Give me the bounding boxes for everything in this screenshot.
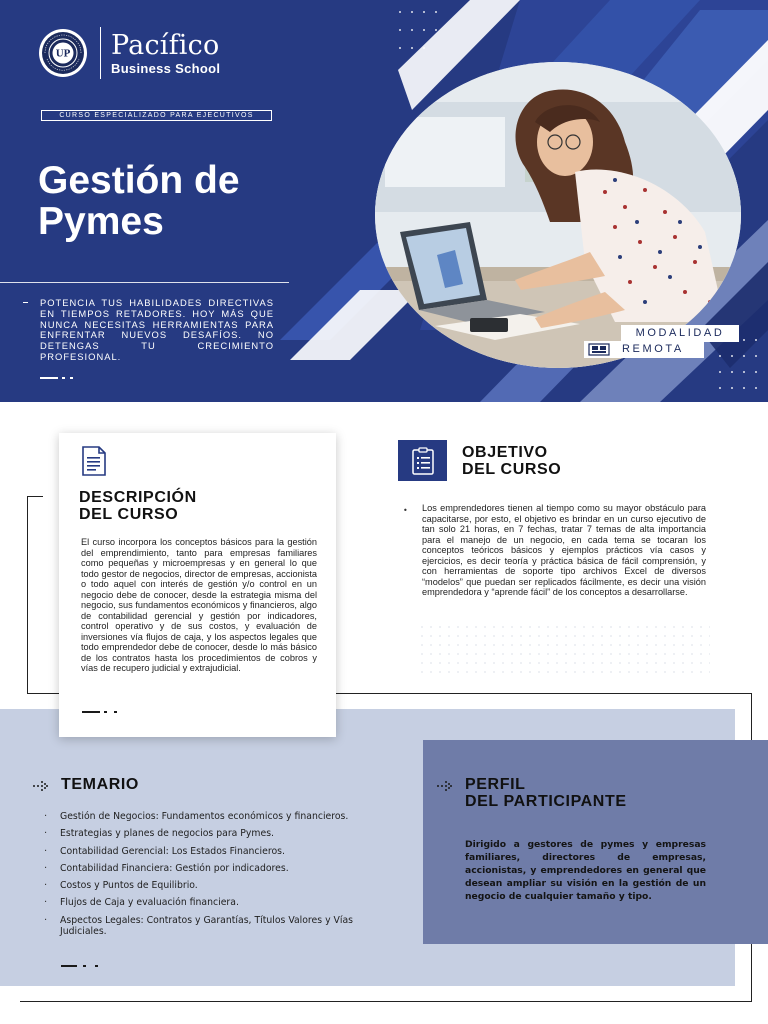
objetivo-heading — [462, 444, 662, 478]
list-item: · Aspectos Legales: Contratos y Garantías, Títulos Valores y Vías Judiciales. — [44, 915, 384, 937]
descripcion-card — [59, 433, 336, 737]
brand-logo[interactable] — [38, 27, 220, 79]
modalidad-label: MODALIDAD — [621, 325, 739, 342]
hero-photo — [375, 62, 741, 368]
objetivo-heading-line1: OBJETIVO — [462, 444, 548, 461]
university-seal-icon — [38, 28, 88, 78]
remota-label — [584, 341, 704, 358]
header-lead-text: POTENCIA TUS HABILIDADES DIRECTIVAS EN TIEMPOS RETADORES. HOY MÁS QUE NUNCA NECESITAS HERRAMIENTAS PARA ENFRENTAR NUEVOS DESAFÍOS. NO DETENGAS TU CRECIMIENTO PROFESIONAL. — [40, 297, 274, 362]
video-call-icon — [588, 343, 610, 356]
list-item: · Contabilidad Financiera: Gestión por indicadores. — [44, 863, 384, 874]
descripcion-heading-line2: DEL CURSO — [79, 506, 179, 523]
list-item: · Gestión de Negocios: Fundamentos económicos y financieros. — [44, 811, 384, 822]
dotted-arrow-icon — [32, 779, 50, 793]
course-title-line2: Pymes — [38, 200, 164, 243]
logo-divider — [100, 27, 101, 79]
perfil-heading-line2: DEL PARTICIPANTE — [465, 793, 627, 810]
descripcion-heading-line1: DESCRIPCIÓN — [79, 489, 197, 506]
frame-line — [27, 496, 28, 694]
woman-laptop-illustration — [375, 62, 741, 368]
objetivo-icon-box — [398, 440, 447, 481]
dot-pattern — [420, 625, 710, 675]
objetivo-heading-line2: DEL CURSO — [462, 461, 562, 478]
dotted-arrow-icon — [436, 779, 454, 793]
header-dash-mark — [40, 376, 80, 380]
brand-name: Pacífico — [111, 29, 220, 61]
checklist-icon — [411, 447, 435, 475]
brand-subtitle: Business School — [111, 60, 221, 76]
list-item: · Estrategias y planes de negocios para Pymes. — [44, 828, 384, 839]
list-item: · Flujos de Caja y evaluación financiera. — [44, 897, 384, 908]
modalidad-badge — [584, 325, 741, 357]
course-title-line1: Gestión de — [38, 159, 240, 202]
list-item: · Costos y Puntos de Equilibrio. — [44, 880, 384, 891]
perfil-heading-line1: PERFIL — [465, 776, 526, 793]
temario-heading: TEMARIO — [61, 776, 139, 793]
objetivo-text: Los emprendedores tienen al tiempo como su mayor obstáculo para capacitarse, por esto, el objetivo es brindar en un curso ejecutivo de tan solo 21 horas, en 7 fechas, tratar 7 temas de alta importancia para el manejo de un negocio, en cada tema se tocaran los conceptos teóricos básicos y ejemplos prácticos vía casos y ejercicios, es decir teoría y práctica básica de fácil comprensión, y con herramientas de soporte tipo archivos Excel de diversos “modelos” que puedan ser replicados fácilmente, es decir una visión emprendedora y “aprende fácil” de los conceptos a desarrollarse. — [422, 503, 706, 597]
header-banner — [0, 0, 768, 402]
perfil-text: Dirigido a gestores de pymes y empresas familiares, directores de empresas, accionistas, y emprendedores en general que desean ampliar su visión en la gestión de un negocio de cualquier tamaño y tipo. — [465, 839, 706, 902]
svg-text:UP: UP — [55, 49, 71, 60]
header-rule — [0, 282, 289, 283]
frame-line — [20, 1001, 752, 1002]
course-title — [38, 160, 338, 242]
frame-line — [27, 496, 43, 497]
descripcion-dash-mark — [82, 710, 122, 714]
objetivo-bullet: • — [403, 506, 408, 515]
descripcion-heading — [79, 489, 319, 523]
temario-dash-mark — [61, 964, 101, 968]
course-kicker: CURSO ESPECIALIZADO PARA EJECUTIVOS — [41, 110, 272, 121]
document-icon — [80, 446, 108, 476]
temario-list — [44, 811, 384, 943]
lead-bullet — [23, 302, 28, 303]
perfil-heading — [465, 776, 715, 810]
descripcion-text: El curso incorpora los conceptos básicos para la gestión del emprendimiento, tanto para empresas familiares como pequeñas y microempresas y en general lo que todo gestor de negocios, director de empresas, accionista o todo aquel con interés de gestión y/o control en un negocio debe de conocer, desde la estrategia misma del negocio, sus fundamentos económicos y financieros, algo de contabilidad gerencial y gestión por indicadores, control operativo y de sus costos, y evaluación de inversiones vía flujos de caja, y los aspectos legales que todo emprendedor debe de conocer, desde lo más básico de los contratos hasta los procedimientos de cobros y vías de recupero judicial y extrajudicial. — [81, 537, 317, 673]
list-item: · Contabilidad Gerencial: Los Estados Financieros. — [44, 846, 384, 857]
remota-text: REMOTA — [622, 343, 684, 355]
